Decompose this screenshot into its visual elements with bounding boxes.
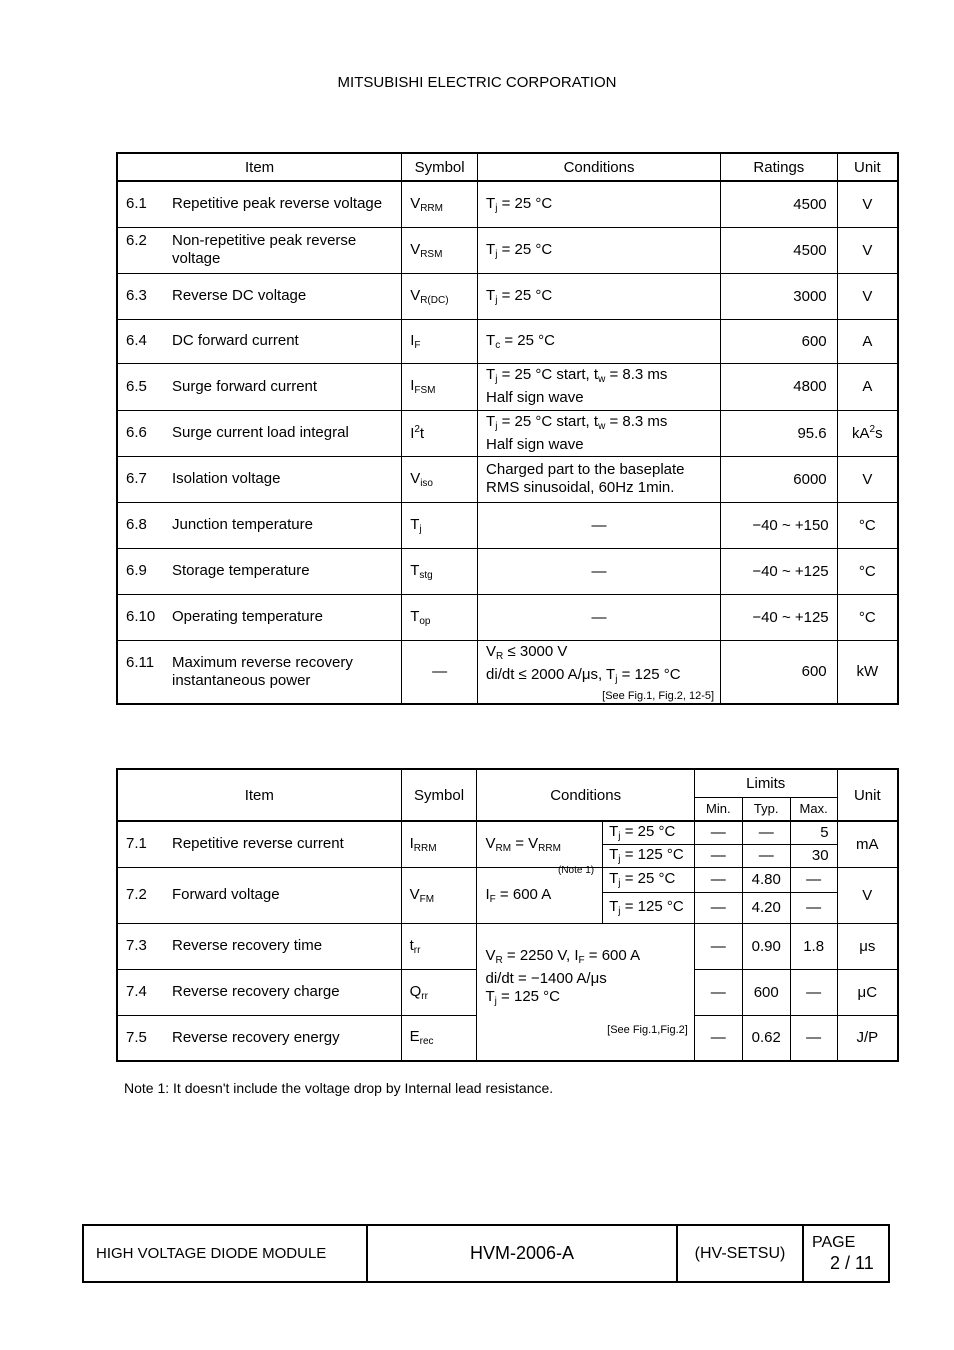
temp-condition: $T_j = 125$ °C bbox=[603, 844, 695, 867]
item-label: Repetitive reverse current bbox=[172, 835, 344, 853]
rating-value: 95.6 bbox=[721, 410, 838, 456]
unit: °C bbox=[837, 502, 898, 548]
col-limits: Limits bbox=[694, 769, 837, 797]
unit: °C bbox=[837, 548, 898, 594]
condition: $V_R \le 3000$ V di/dt ≤ 2000 A/μs, $T_j = 125$ °C [See Fig.1, Fig.2, 12-5] bbox=[478, 640, 721, 704]
temp-condition: $T_j = 125$ °C bbox=[603, 892, 695, 923]
table-row: $T_j = 125$ °C — 4.20 — bbox=[117, 892, 898, 923]
rating-value: −40 ~ +150 bbox=[721, 502, 838, 548]
item-label: Junction temperature bbox=[172, 516, 313, 533]
unit: A bbox=[837, 319, 898, 363]
condition: $T_j = 25$ °C bbox=[478, 181, 721, 227]
table-row: 6.10 Operating temperature $T_{op}$ — −40 ~ +125 °C bbox=[117, 594, 898, 640]
unit: μs bbox=[837, 923, 898, 969]
symbol: $V_{RSM}$ bbox=[402, 227, 478, 273]
col-symbol: Symbol bbox=[402, 153, 478, 181]
condition: — bbox=[478, 594, 721, 640]
table-row: 7.4 Reverse recovery charge $Q_{rr}$ — 600 — μC bbox=[117, 969, 898, 1015]
col-unit: Unit bbox=[837, 769, 898, 821]
item-label: Maximum reverse recovery instantaneous power bbox=[172, 653, 353, 689]
rating-value: 4500 bbox=[721, 181, 838, 227]
table-row: 7.1 Repetitive reverse current $I_{RRM}$ $V_{RM} = V_{RRM}$ $T_j = 25$ °C — — 5 mA bbox=[117, 821, 898, 844]
item-label: Reverse DC voltage bbox=[172, 287, 307, 304]
col-max: Max. bbox=[790, 797, 837, 821]
item-label: Storage temperature bbox=[172, 562, 310, 579]
footer-box bbox=[82, 1224, 890, 1283]
col-conditions: Conditions bbox=[477, 769, 694, 821]
table-row: 6.1 Repetitive peak reverse voltage $V_{RRM}$ $T_j = 25$ °C 4500 V bbox=[117, 181, 898, 227]
recovery-conditions: $V_R = 2250$ V, $I_F = 600$ A di/dt = −1400 A/μs $T_j = 125$ °C [See Fig.1,Fig.2] bbox=[477, 923, 694, 1061]
unit: J/P bbox=[837, 1015, 898, 1061]
table-row: 6.11 Maximum reverse recovery instantaneous power — $V_R \le 3000$ V di/dt ≤ 2000 A/μs, $T_j = 125$ °C [See Fig.1, Fig.2, 12-5] 600 kW bbox=[117, 640, 898, 704]
condition: Charged part to the baseplate RMS sinusoidal, 60Hz 1min. bbox=[478, 456, 721, 502]
rating-value: 4500 bbox=[721, 227, 838, 273]
col-item: Item bbox=[117, 769, 401, 821]
condition: $T_j = 25$ °C bbox=[478, 227, 721, 273]
product-name: HIGH VOLTAGE DIODE MODULE bbox=[83, 1225, 367, 1282]
table-row: 6.7 Isolation voltage $V_{iso}$ Charged part to the baseplate RMS sinusoidal, 60Hz 1min. 6000 V bbox=[117, 456, 898, 502]
condition: (Note 1) $I_F = 600$ A bbox=[477, 867, 603, 923]
company-header: MITSUBISHI ELECTRIC CORPORATION bbox=[337, 74, 617, 91]
col-ratings: Ratings bbox=[721, 153, 838, 181]
unit: μC bbox=[837, 969, 898, 1015]
table-row: 6.6 Surge current load integral $I^2t$ $T_j = 25$ °C start, $t_w = 8.3$ ms Half sign wave 95.6 $kA^2s$ bbox=[117, 410, 898, 456]
rating-value: 600 bbox=[721, 640, 838, 704]
symbol: $V_{RRM}$ bbox=[402, 181, 478, 227]
item-label: Non-repetitive peak reverse voltage bbox=[172, 232, 357, 267]
chars-header-row bbox=[117, 769, 898, 797]
symbol: $V_{iso}$ bbox=[402, 456, 478, 502]
rating-value: 3000 bbox=[721, 273, 838, 319]
table-row: 6.5 Surge forward current $I_{FSM}$ $T_j = 25$ °C start, $t_w = 8.3$ ms Half sign wave 4800 A bbox=[117, 363, 898, 410]
item-label: Reverse recovery time bbox=[172, 937, 323, 954]
item-label: DC forward current bbox=[172, 332, 299, 349]
figure-reference: [See Fig.1, Fig.2, 12-5] bbox=[602, 689, 715, 702]
characteristics-table bbox=[116, 768, 899, 1062]
col-unit: Unit bbox=[837, 153, 898, 181]
unit: V bbox=[837, 867, 898, 923]
table-row: 7.5 Reverse recovery energy $E_{rec}$ — 0.62 — J/P bbox=[117, 1015, 898, 1061]
table-row: 7.2 Forward voltage $V_{FM}$ (Note 1) $I_F = 600$ A $T_j = 25$ °C — 4.80 — V bbox=[117, 867, 898, 892]
condition: — bbox=[478, 502, 721, 548]
symbol: $I_F$ bbox=[402, 319, 478, 363]
table-row: 6.4 DC forward current $I_F$ $T_c = 25$ °C 600 A bbox=[117, 319, 898, 363]
col-typ: Typ. bbox=[742, 797, 790, 821]
rating-value: −40 ~ +125 bbox=[721, 594, 838, 640]
symbol: $T_{stg}$ bbox=[402, 548, 478, 594]
symbol: $I_{FSM}$ bbox=[402, 363, 478, 410]
item-label: Surge current load integral bbox=[172, 424, 349, 441]
symbol: $I_{RRM}$ bbox=[401, 821, 477, 867]
unit: $kA^2s$ bbox=[837, 410, 898, 456]
unit: kW bbox=[837, 640, 898, 704]
unit: V bbox=[837, 181, 898, 227]
col-symbol: Symbol bbox=[401, 769, 477, 821]
page-number: PAGE 2 / 11 bbox=[803, 1225, 889, 1282]
footnote: Note 1: It doesn't include the voltage drop by Internal lead resistance. bbox=[124, 1080, 554, 1096]
rating-value: −40 ~ +125 bbox=[721, 548, 838, 594]
symbol: $V_{FM}$ bbox=[401, 867, 477, 923]
item-label: Isolation voltage bbox=[172, 470, 281, 487]
item-label: Repetitive peak reverse voltage bbox=[172, 195, 383, 213]
symbol: $T_j$ bbox=[402, 502, 478, 548]
condition: $T_c = 25$ °C bbox=[478, 319, 721, 363]
item-label: Surge forward current bbox=[172, 377, 318, 395]
col-conditions: Conditions bbox=[478, 153, 721, 181]
symbol: $Q_{rr}$ bbox=[401, 969, 477, 1015]
document-code: (HV-SETSU) bbox=[677, 1225, 803, 1282]
item-label: Reverse recovery charge bbox=[172, 983, 340, 1000]
condition: $T_j = 25$ °C start, $t_w = 8.3$ ms Half sign wave bbox=[478, 410, 721, 456]
rating-value: 4800 bbox=[721, 363, 838, 410]
table-row: 6.8 Junction temperature $T_j$ — −40 ~ +150 °C bbox=[117, 502, 898, 548]
note-ref: (Note 1) bbox=[558, 864, 595, 876]
table-row: 6.3 Reverse DC voltage $V_{R(DC)}$ $T_j = 25$ °C 3000 V bbox=[117, 273, 898, 319]
ratings-header-row bbox=[117, 153, 898, 181]
unit: mA bbox=[837, 821, 898, 867]
col-item: Item bbox=[117, 153, 402, 181]
figure-reference: [See Fig.1,Fig.2] bbox=[607, 1023, 688, 1036]
symbol: — bbox=[402, 640, 478, 704]
table-row: 6.2 Non-repetitive peak reverse voltage $V_{RSM}$ $T_j = 25$ °C 4500 V bbox=[117, 227, 898, 273]
table-row: $T_j = 125$ °C — — 30 bbox=[117, 844, 898, 867]
symbol: $V_{R(DC)}$ bbox=[402, 273, 478, 319]
condition: — bbox=[478, 548, 721, 594]
unit: V bbox=[837, 273, 898, 319]
col-min: Min. bbox=[694, 797, 742, 821]
unit: V bbox=[837, 227, 898, 273]
temp-condition: $T_j = 25$ °C bbox=[603, 821, 695, 844]
item-label: Operating temperature bbox=[172, 608, 323, 625]
rating-value: 600 bbox=[721, 319, 838, 363]
symbol: $E_{rec}$ bbox=[401, 1015, 477, 1061]
item-label: Forward voltage bbox=[172, 886, 280, 903]
condition: $T_j = 25$ °C start, $t_w = 8.3$ ms Half sign wave bbox=[478, 363, 721, 410]
table-row: 6.9 Storage temperature $T_{stg}$ — −40 ~ +125 °C bbox=[117, 548, 898, 594]
unit: V bbox=[837, 456, 898, 502]
symbol: $t_{rr}$ bbox=[401, 923, 477, 969]
symbol: $T_{op}$ bbox=[402, 594, 478, 640]
rating-value: 6000 bbox=[721, 456, 838, 502]
symbol: $I^2t$ bbox=[402, 410, 478, 456]
condition: $V_{RM} = V_{RRM}$ bbox=[477, 821, 603, 867]
item-label: Reverse recovery energy bbox=[172, 1028, 340, 1046]
unit: °C bbox=[837, 594, 898, 640]
unit: A bbox=[837, 363, 898, 410]
table-row: 7.3 Reverse recovery time $t_{rr}$ $V_R = 2250$ V, $I_F = 600$ A di/dt = −1400 A/μs $T_j = 125$ °C [See Fig.1,Fig.2] — 0.90 1.8 μs bbox=[117, 923, 898, 969]
temp-condition: $T_j = 25$ °C bbox=[603, 867, 695, 892]
condition: $T_j = 25$ °C bbox=[478, 273, 721, 319]
document-number: HVM-2006-A bbox=[367, 1225, 677, 1282]
max-ratings-table bbox=[116, 152, 899, 705]
